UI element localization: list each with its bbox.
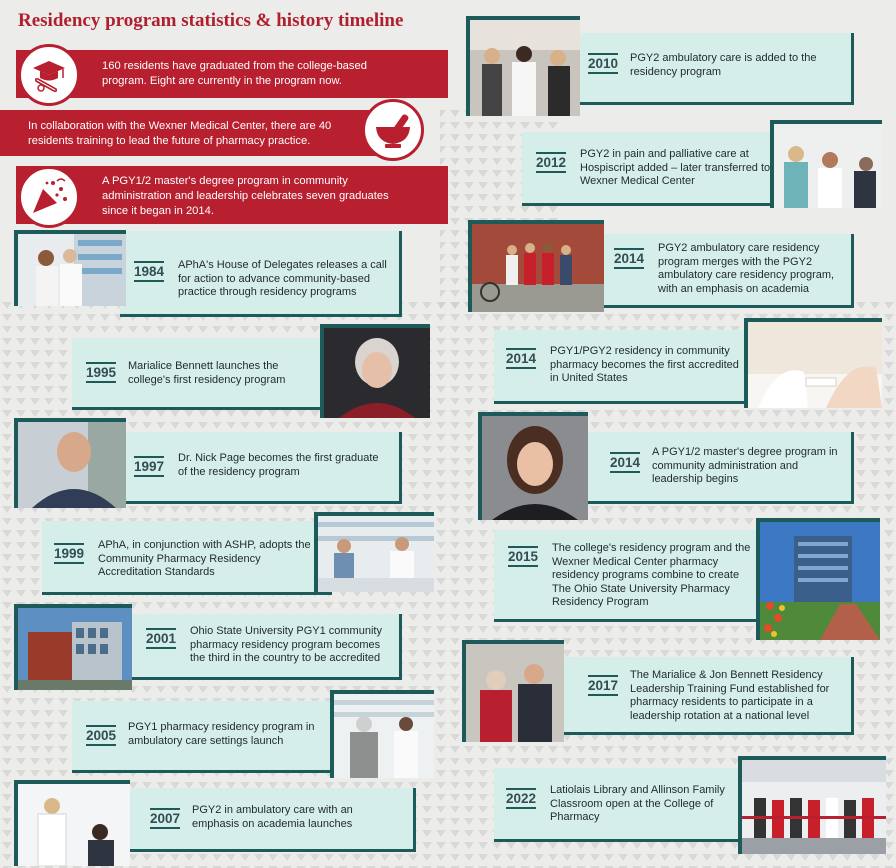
timeline-text: PGY1/PGY2 residency in community pharmacy becomes the first accredited in United States — [550, 345, 739, 385]
timeline-year: 2012 — [536, 152, 566, 173]
timeline-year: 2010 — [588, 53, 618, 74]
timeline-card-2001 — [126, 614, 402, 680]
timeline-text: APhA, in conjunction with ASHP, adopts the Community Pharmacy Residency Accreditation Standards — [98, 539, 311, 579]
timeline-year: 2001 — [146, 628, 176, 649]
timeline-text: The Marialice & Jon Bennett Residency Leadership Training Fund established for pharmacy residents to participate in a leadership rotation at a national level — [630, 669, 830, 722]
timeline-text: Marialice Bennett launches the college's first residency program — [128, 360, 286, 386]
stat-text: 160 residents have graduated from the college-based program. Eight are currently in the program now. — [102, 60, 367, 87]
resident-portrait — [478, 412, 588, 520]
ambulatory-care-photo — [330, 690, 434, 778]
timeline-card-1999 — [42, 521, 332, 595]
timeline-year: 2022 — [506, 788, 536, 809]
residents-group-photo — [468, 220, 604, 312]
stat-banner-masters — [16, 166, 448, 224]
stat-banner-graduates — [16, 50, 448, 98]
pharmacy-counter-photo — [314, 512, 434, 592]
timeline-card-2015 — [494, 530, 764, 622]
timeline-card-2022 — [494, 768, 746, 842]
timeline-year: 1999 — [54, 543, 84, 564]
timeline-card-2007 — [126, 788, 416, 852]
timeline-card-1997 — [122, 432, 402, 504]
timeline-year: 1997 — [134, 456, 164, 477]
timeline-year: 2005 — [86, 725, 116, 746]
stat-text: A PGY1/2 master's degree program in community administration and leadership celebrates seven graduates since it began in 2014. — [102, 175, 389, 217]
graduation-cap-diploma-icon — [18, 44, 80, 106]
timeline-card-2017 — [560, 657, 854, 735]
timeline-card-2012 — [522, 132, 780, 206]
nick-page-portrait — [14, 418, 126, 508]
timeline-card-2005 — [72, 701, 338, 773]
timeline-text: PGY2 in ambulatory care with an emphasis on academia launches — [192, 804, 353, 830]
timeline-card-1995 — [72, 338, 330, 410]
timeline-year: 2014 — [506, 348, 536, 369]
timeline-text: Ohio State University PGY1 community pharmacy residency program becomes the third in the country to be accredited — [190, 625, 382, 665]
timeline-text: Dr. Nick Page becomes the first graduate of the residency program — [178, 452, 379, 478]
timeline-card-2014-community — [494, 330, 754, 404]
mortar-pestle-icon — [362, 99, 424, 161]
party-popper-icon — [18, 166, 80, 228]
timeline-card-2014-merge — [598, 234, 854, 308]
timeline-year: 1984 — [134, 261, 164, 282]
palliative-care-photo — [770, 120, 882, 208]
wexner-medical-center-photo — [756, 518, 880, 640]
osu-building-photo — [14, 604, 132, 690]
timeline-year: 2007 — [150, 808, 180, 829]
timeline-year: 2014 — [614, 248, 644, 269]
page-title: Residency program statistics & history timeline — [18, 10, 404, 31]
bennetts-photo — [462, 640, 564, 742]
timeline-year: 2015 — [508, 546, 538, 567]
marialice-bennett-portrait — [320, 324, 430, 418]
pharmacists-at-shelves-photo — [14, 230, 126, 306]
timeline-card-1984 — [120, 231, 402, 317]
timeline-card-2014-masters — [582, 432, 854, 504]
timeline-text: PGY1 pharmacy residency program in ambulatory care settings launch — [128, 721, 315, 747]
consultation-photo — [744, 318, 882, 408]
clinic-group-photo — [466, 16, 580, 116]
timeline-year: 1995 — [86, 362, 116, 383]
academia-photo — [14, 780, 130, 866]
timeline-text: The college's residency program and the Wexner Medical Center pharmacy residency programs combine to create The Ohio State University Pharmacy Residency Program — [552, 542, 751, 609]
timeline-year: 2014 — [610, 452, 640, 473]
ribbon-cutting-photo — [738, 756, 886, 854]
timeline-card-2010 — [578, 33, 854, 105]
stat-text: In collaboration with the Wexner Medical Center, there are 40 residents training to lead the future of pharmacy practice. — [28, 120, 332, 147]
timeline-year: 2017 — [588, 675, 618, 696]
timeline-text: PGY2 in pain and palliative care at Hospiscript added – later transferred to Wexner Medical Center — [580, 148, 771, 188]
stat-banner-residents — [0, 110, 390, 156]
timeline-text: PGY2 ambulatory care residency program merges with the PGY2 ambulatory care residency program, with an emphasis on academia — [658, 242, 835, 295]
timeline-text: Latiolais Library and Allinson Family Classroom open at the College of Pharmacy — [550, 784, 725, 824]
timeline-text: PGY2 ambulatory care is added to the residency program — [630, 52, 817, 78]
timeline-text: A PGY1/2 master's degree program in community administration and leadership begins — [652, 446, 838, 486]
timeline-text: APhA's House of Delegates releases a call for action to advance community-based practice through residency programs — [178, 259, 387, 299]
